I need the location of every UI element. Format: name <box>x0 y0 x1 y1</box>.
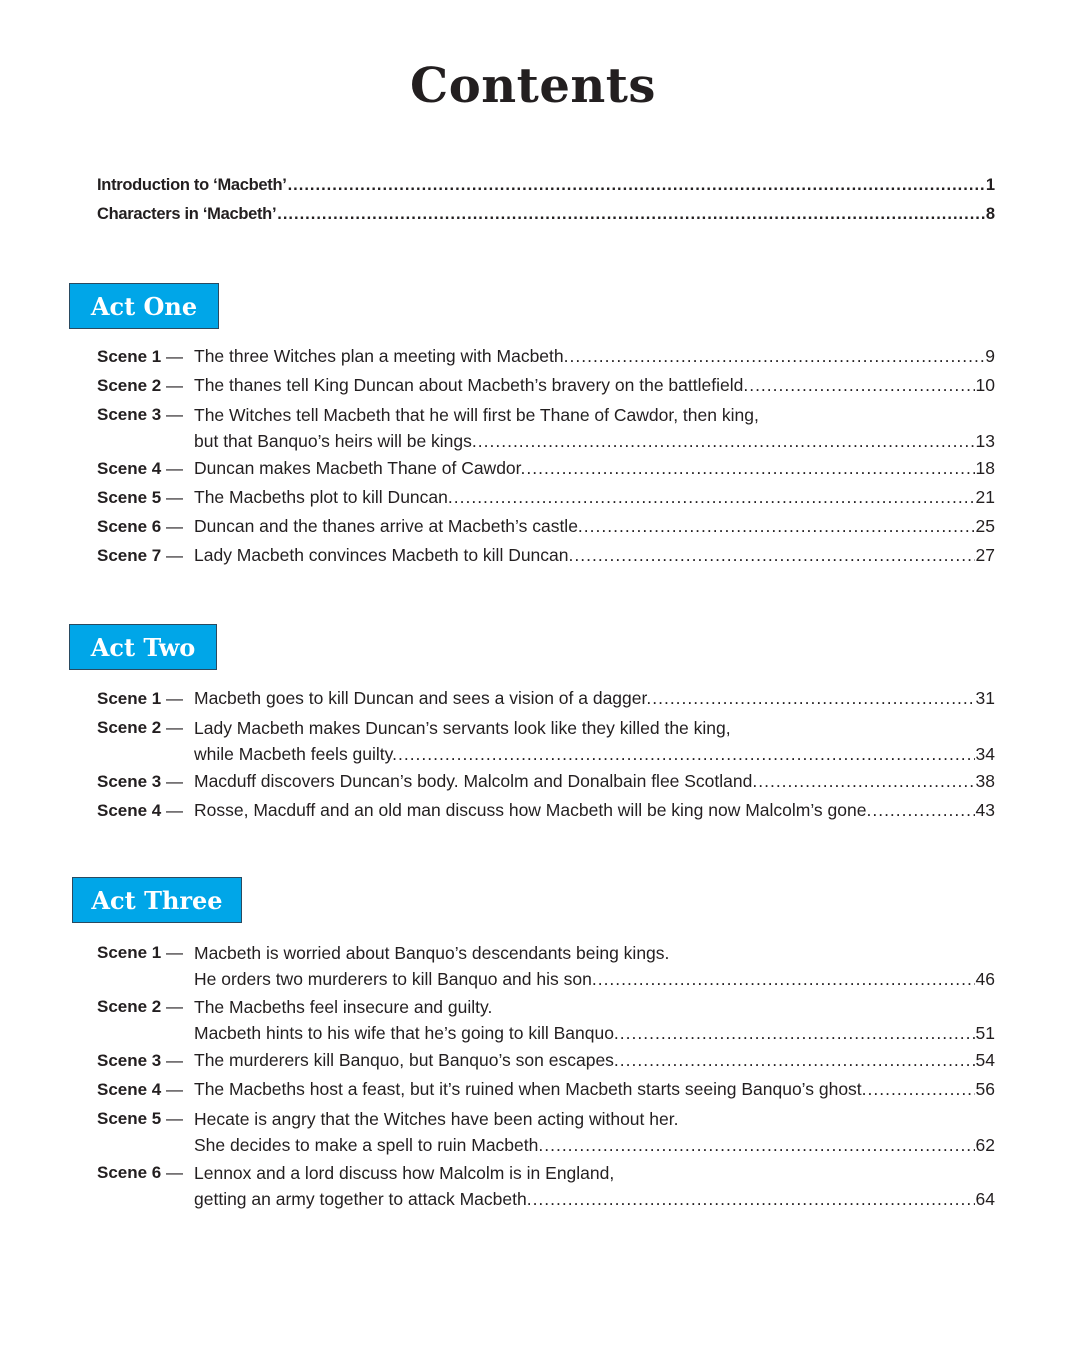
scene-label <box>97 796 194 825</box>
toc-scene-entry[interactable] <box>97 684 995 713</box>
toc-page-number: 9 <box>985 346 995 366</box>
scene-description-final-line <box>194 1132 995 1158</box>
scene-description-text: but that Banquo’s heirs will be kings. <box>194 431 477 451</box>
em-dash-separator: — <box>166 488 183 507</box>
toc-scene-entry[interactable] <box>97 1158 995 1212</box>
scene-description-final-line <box>194 796 995 825</box>
scene-description-final-line <box>194 684 995 713</box>
scene-number: Scene 4 <box>97 801 162 820</box>
toc-page-number: 62 <box>975 1135 995 1155</box>
toc-page-number: 25 <box>975 516 995 536</box>
scene-number: Scene 2 <box>97 997 162 1016</box>
toc-entry-label: Introduction to ‘Macbeth’ <box>97 176 287 194</box>
scene-number: Scene 3 <box>97 1051 162 1070</box>
scene-description <box>194 400 995 454</box>
scene-description <box>194 938 995 992</box>
scene-description-text: Macbeth hints to his wife that he’s going to kill Banquo. <box>194 1023 619 1043</box>
scene-label <box>97 1158 194 1212</box>
act-one-heading: Act One <box>69 283 219 329</box>
scene-description-text: The Macbeths host a feast, but it’s ruined when Macbeth starts seeing Banquo’s ghost. <box>194 1079 867 1099</box>
em-dash-separator: — <box>166 718 183 737</box>
scene-description-final-line <box>194 428 995 454</box>
page-title: Contents <box>410 58 656 114</box>
scene-description-text: Rosse, Macduff and an old man discuss how Macbeth will be king now Malcolm’s gone. <box>194 800 872 820</box>
scene-description-text: She decides to make a spell to ruin Macbeth. <box>194 1135 544 1155</box>
toc-scene-entry[interactable] <box>97 454 995 483</box>
em-dash-separator: — <box>166 347 183 366</box>
scene-description-final-line <box>194 512 995 541</box>
toc-scene-entry[interactable] <box>97 342 995 371</box>
scene-number: Scene 2 <box>97 376 162 395</box>
scene-label <box>97 938 194 992</box>
em-dash-separator: — <box>166 997 183 1016</box>
dot-leader <box>868 1075 975 1104</box>
act-one-scene-list <box>97 342 995 570</box>
em-dash-separator: — <box>166 1163 183 1182</box>
dot-leader <box>544 1132 974 1158</box>
scene-description-text: Duncan and the thanes arrive at Macbeth’s castle. <box>194 516 583 536</box>
toc-page-number: 54 <box>975 1050 995 1070</box>
scene-description-final-line <box>194 1046 995 1075</box>
toc-entry-label: Characters in ‘Macbeth’ <box>97 205 277 223</box>
toc-scene-entry[interactable] <box>97 1046 995 1075</box>
scene-description <box>194 483 995 512</box>
dot-leader <box>584 512 975 541</box>
toc-scene-entry[interactable] <box>97 541 995 570</box>
scene-description <box>194 713 995 767</box>
em-dash-separator: — <box>166 1051 183 1070</box>
act-three-heading: Act Three <box>72 877 242 923</box>
scene-description-line: Lennox and a lord discuss how Malcolm is in England, <box>194 1163 615 1183</box>
scene-description-text: Macbeth goes to kill Duncan and sees a vision of a dagger. <box>194 688 652 708</box>
toc-page-number: 31 <box>975 688 995 708</box>
toc-scene-entry[interactable] <box>97 938 995 992</box>
scene-label <box>97 541 194 570</box>
toc-page-number: 1 <box>985 176 995 194</box>
toc-page-number: 34 <box>975 744 995 764</box>
scene-number: Scene 7 <box>97 546 162 565</box>
scene-description <box>194 1046 995 1075</box>
dot-leader <box>454 483 975 512</box>
scene-description-text: getting an army together to attack Macbeth. <box>194 1189 532 1209</box>
toc-scene-entry[interactable] <box>97 371 995 400</box>
scene-number: Scene 1 <box>97 689 162 708</box>
toc-scene-entry[interactable] <box>97 483 995 512</box>
scene-description <box>194 1158 995 1212</box>
toc-scene-entry[interactable] <box>97 400 995 454</box>
toc-page-number: 8 <box>985 205 995 223</box>
dot-leader <box>574 541 974 570</box>
scene-description-text: The murderers kill Banquo, but Banquo’s son escapes. <box>194 1050 619 1070</box>
scene-label <box>97 992 194 1046</box>
dot-leader <box>288 171 985 200</box>
scene-description <box>194 684 995 713</box>
scene-description-final-line <box>194 483 995 512</box>
dot-leader <box>620 1046 975 1075</box>
scene-description-final-line <box>194 966 995 992</box>
dot-leader <box>526 454 974 483</box>
em-dash-separator: — <box>166 546 183 565</box>
toc-page-number: 18 <box>975 458 995 478</box>
toc-page-number: 10 <box>975 375 995 395</box>
em-dash-separator: — <box>166 801 183 820</box>
scene-number: Scene 6 <box>97 517 162 536</box>
scene-description-line: Lady Macbeth makes Duncan’s servants look like they killed the king, <box>194 718 731 738</box>
scene-label <box>97 400 194 454</box>
dot-leader <box>277 200 985 229</box>
em-dash-separator: — <box>166 517 183 536</box>
scene-description-text: The three Witches plan a meeting with Macbeth. <box>194 346 569 366</box>
scene-label <box>97 1075 194 1104</box>
act-two-scene-list <box>97 684 995 825</box>
scene-number: Scene 4 <box>97 459 162 478</box>
act-two-heading: Act Two <box>69 624 217 670</box>
scene-description-final-line <box>194 1186 995 1212</box>
em-dash-separator: — <box>166 1109 183 1128</box>
scene-description-line: The Witches tell Macbeth that he will first be Thane of Cawdor, then king, <box>194 405 759 425</box>
act-three-scene-list <box>97 938 995 1212</box>
scene-description <box>194 454 995 483</box>
toc-scene-entry[interactable] <box>97 1075 995 1104</box>
scene-number: Scene 4 <box>97 1080 162 1099</box>
em-dash-separator: — <box>166 376 183 395</box>
scene-description-line: The Macbeths feel insecure and guilty. <box>194 997 493 1017</box>
toc-scene-entry[interactable] <box>97 992 995 1046</box>
scene-description <box>194 796 995 825</box>
scene-description-text: Lady Macbeth convinces Macbeth to kill Duncan. <box>194 545 574 565</box>
toc-page-number: 13 <box>975 431 995 451</box>
dot-leader <box>652 684 974 713</box>
em-dash-separator: — <box>166 405 183 424</box>
dot-leader <box>533 1186 975 1212</box>
scene-label <box>97 371 194 400</box>
em-dash-separator: — <box>166 1080 183 1099</box>
dot-leader <box>398 741 975 767</box>
scene-description <box>194 1075 995 1104</box>
dot-leader <box>570 342 985 371</box>
dot-leader <box>598 966 975 992</box>
em-dash-separator: — <box>166 943 183 962</box>
scene-description <box>194 1104 995 1158</box>
front-matter-list <box>97 171 995 229</box>
toc-scene-entry[interactable] <box>97 1104 995 1158</box>
scene-description <box>194 342 995 371</box>
em-dash-separator: — <box>166 689 183 708</box>
toc-scene-entry[interactable] <box>97 796 995 825</box>
scene-number: Scene 1 <box>97 347 162 366</box>
scene-description-final-line <box>194 454 995 483</box>
toc-page-number: 38 <box>975 771 995 791</box>
dot-leader <box>620 1020 975 1046</box>
em-dash-separator: — <box>166 772 183 791</box>
scene-description-final-line <box>194 342 995 371</box>
scene-label <box>97 512 194 541</box>
scene-description <box>194 992 995 1046</box>
toc-page-number: 46 <box>975 969 995 989</box>
scene-description <box>194 371 995 400</box>
scene-description-line: Macbeth is worried about Banquo’s descendants being kings. <box>194 943 670 963</box>
toc-page-number: 51 <box>975 1023 995 1043</box>
scene-description-text: The thanes tell King Duncan about Macbeth’s bravery on the battlefield. <box>194 375 749 395</box>
toc-entry-characters[interactable] <box>97 200 995 229</box>
scene-label <box>97 1046 194 1075</box>
dot-leader <box>478 428 975 454</box>
toc-scene-entry[interactable] <box>97 767 995 796</box>
scene-label <box>97 342 194 371</box>
scene-label <box>97 483 194 512</box>
em-dash-separator: — <box>166 459 183 478</box>
toc-page-number: 43 <box>975 800 995 820</box>
scene-description-line: Hecate is angry that the Witches have been acting without her. <box>194 1109 679 1129</box>
scene-description-final-line <box>194 767 995 796</box>
scene-number: Scene 3 <box>97 405 162 424</box>
toc-page-number: 64 <box>975 1189 995 1209</box>
toc-page-number: 21 <box>975 487 995 507</box>
scene-description-text: while Macbeth feels guilty. <box>194 744 397 764</box>
scene-label <box>97 767 194 796</box>
scene-label <box>97 454 194 483</box>
scene-description-final-line <box>194 541 995 570</box>
toc-page-number: 56 <box>975 1079 995 1099</box>
scene-description-final-line <box>194 1020 995 1046</box>
scene-description-final-line <box>194 371 995 400</box>
scene-description-text: Macduff discovers Duncan’s body. Malcolm and Donalbain flee Scotland. <box>194 771 758 791</box>
scene-label <box>97 1104 194 1158</box>
scene-description-text: He orders two murderers to kill Banquo and his son. <box>194 969 597 989</box>
scene-description <box>194 512 995 541</box>
toc-scene-entry[interactable] <box>97 512 995 541</box>
scene-number: Scene 1 <box>97 943 162 962</box>
scene-number: Scene 5 <box>97 1109 162 1128</box>
toc-scene-entry[interactable] <box>97 713 995 767</box>
toc-entry-introduction[interactable] <box>97 171 995 200</box>
scene-label <box>97 713 194 767</box>
scene-description <box>194 541 995 570</box>
toc-page-number: 27 <box>975 545 995 565</box>
dot-leader <box>872 796 974 825</box>
dot-leader <box>758 767 974 796</box>
scene-description-text: The Macbeths plot to kill Duncan. <box>194 487 453 507</box>
scene-number: Scene 5 <box>97 488 162 507</box>
scene-number: Scene 6 <box>97 1163 162 1182</box>
scene-number: Scene 2 <box>97 718 162 737</box>
scene-description <box>194 767 995 796</box>
scene-number: Scene 3 <box>97 772 162 791</box>
dot-leader <box>749 371 974 400</box>
scene-description-final-line <box>194 741 995 767</box>
scene-description-text: Duncan makes Macbeth Thane of Cawdor. <box>194 458 526 478</box>
scene-description-final-line <box>194 1075 995 1104</box>
scene-label <box>97 684 194 713</box>
